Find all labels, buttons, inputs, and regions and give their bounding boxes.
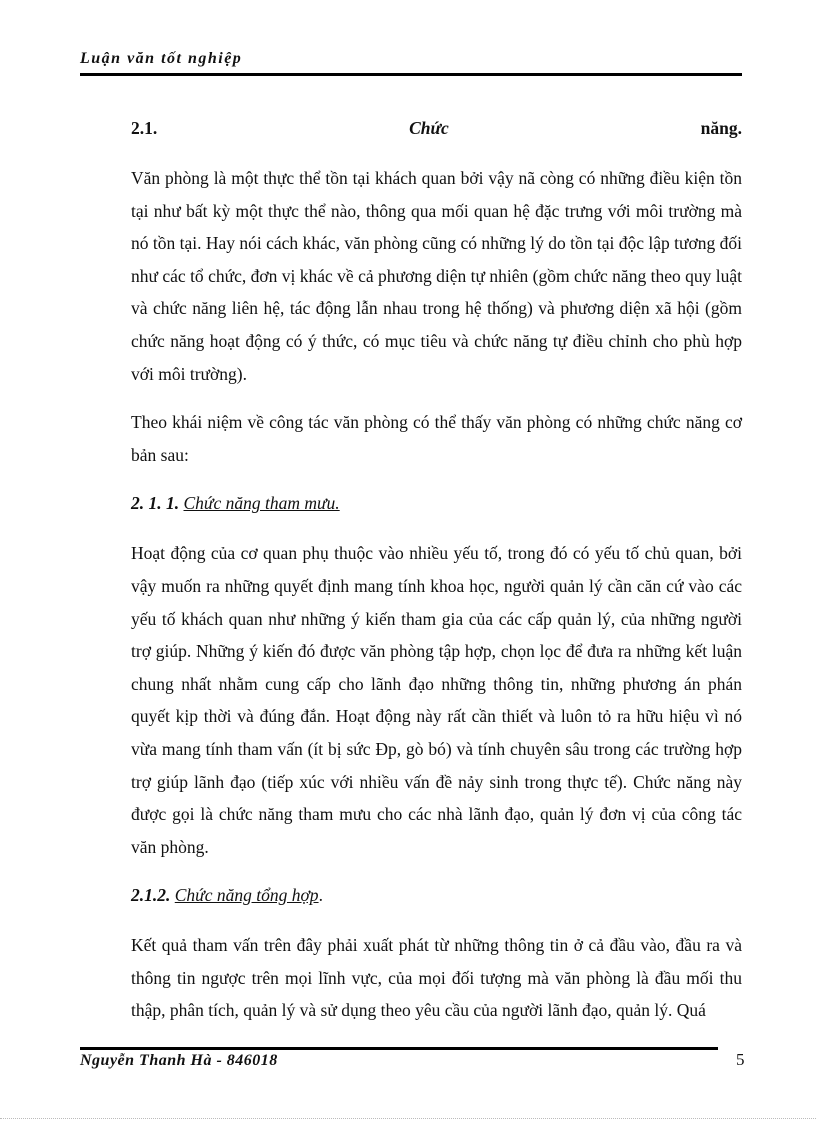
page-number: 5: [736, 1050, 745, 1069]
section-number: 2.1.: [131, 118, 158, 138]
section-heading: [131, 112, 742, 144]
page-edge-divider: [0, 1118, 816, 1119]
subsection-number: 2.1.2.: [131, 885, 171, 906]
paragraph-1-block: [131, 162, 742, 390]
paragraph-4-block: [131, 929, 742, 1027]
paragraph-2-block: [131, 406, 742, 471]
subsection-title: Chức năng tổng hợp: [174, 885, 319, 906]
page-body: [131, 112, 742, 1043]
subsection-title: Chức năng tham mưu.: [183, 493, 340, 514]
running-header-title: Luận văn tốt nghiệp: [80, 50, 243, 67]
paragraph-3-block: [131, 537, 742, 863]
paragraph-3: Hoạt động của cơ quan phụ thuộc vào nhiều yếu tố, trong đó có yếu tố chủ quan, bởi vậy muốn ra những quyết định mang tính khoa học, người quản lý cần căn cứ vào các yếu tố khách quan như những ý kiến tham gia của các cấp quản lý, của những người trợ giúp. Những ý kiến đó được văn phòng tập hợp, chọn lọc để đưa ra những kết luận chung nhất nhằm cung cấp cho lãnh đạo những thông tin, những phương án phán quyết kịp thời và đúng đắn. Hoạt động này rất cần thiết và luôn tỏ ra hữu hiệu vì nó vừa mang tính tham vấn (ít bị sức Đp, gò bó) và tính chuyên sâu trong các trường hợp trợ giúp lãnh đạo (tiếp xúc với nhiều vấn đề nảy sinh trong thực tế). Chức năng này được gọi là chức năng tham mưu cho các nhà lãnh đạo, quản lý đơn vị của công tác văn phòng.: [131, 543, 742, 857]
section-title-word-1: Chức: [409, 118, 449, 138]
subsection-heading-2-1-2: [131, 879, 742, 911]
paragraph-1: Văn phòng là một thực thể tồn tại khách quan bởi vậy nã còng có những điều kiện tồn tại như bất kỳ một thực thể nào, thông qua mối quan hệ đặc trưng với môi trường mà nó tồn tại. Hay nói cách khác, văn phòng cũng có những lý do tồn tại độc lập tương đối như các tổ chức, đơn vị khác về cả phương diện tự nhiên (gồm chức năng theo quy luật và chức năng liên hệ, tác động lẫn nhau trong hệ thống) và phương diện xã hội (gồm chức năng hoạt động có ý thức, có mục tiêu và chức năng tự điều chỉnh cho phù hợp với môi trường).: [131, 168, 742, 384]
subsection-heading-2-1-1: [131, 487, 742, 519]
paragraph-4: Kết quả tham vấn trên đây phải xuất phát từ những thông tin ở cả đầu vào, đầu ra và thông tin ngược trên mọi lĩnh vực, của mọi đối tượng mà văn phòng là đầu mối thu thập, phân tích, quản lý và sử dụng theo yêu cầu của người lãnh đạo, quản lý. Quá: [131, 935, 742, 1021]
paragraph-2: Theo khái niệm về công tác văn phòng có thể thấy văn phòng có những chức năng cơ bản sau:: [131, 412, 742, 465]
footer-rule: [80, 1047, 718, 1050]
section-title-word-2: năng.: [700, 118, 742, 138]
subsection-title-tail: .: [318, 885, 323, 906]
footer-author: Nguyễn Thanh Hà - 846018: [80, 1052, 278, 1069]
subsection-number: 2. 1. 1.: [131, 493, 180, 514]
header-rule: [80, 73, 742, 76]
